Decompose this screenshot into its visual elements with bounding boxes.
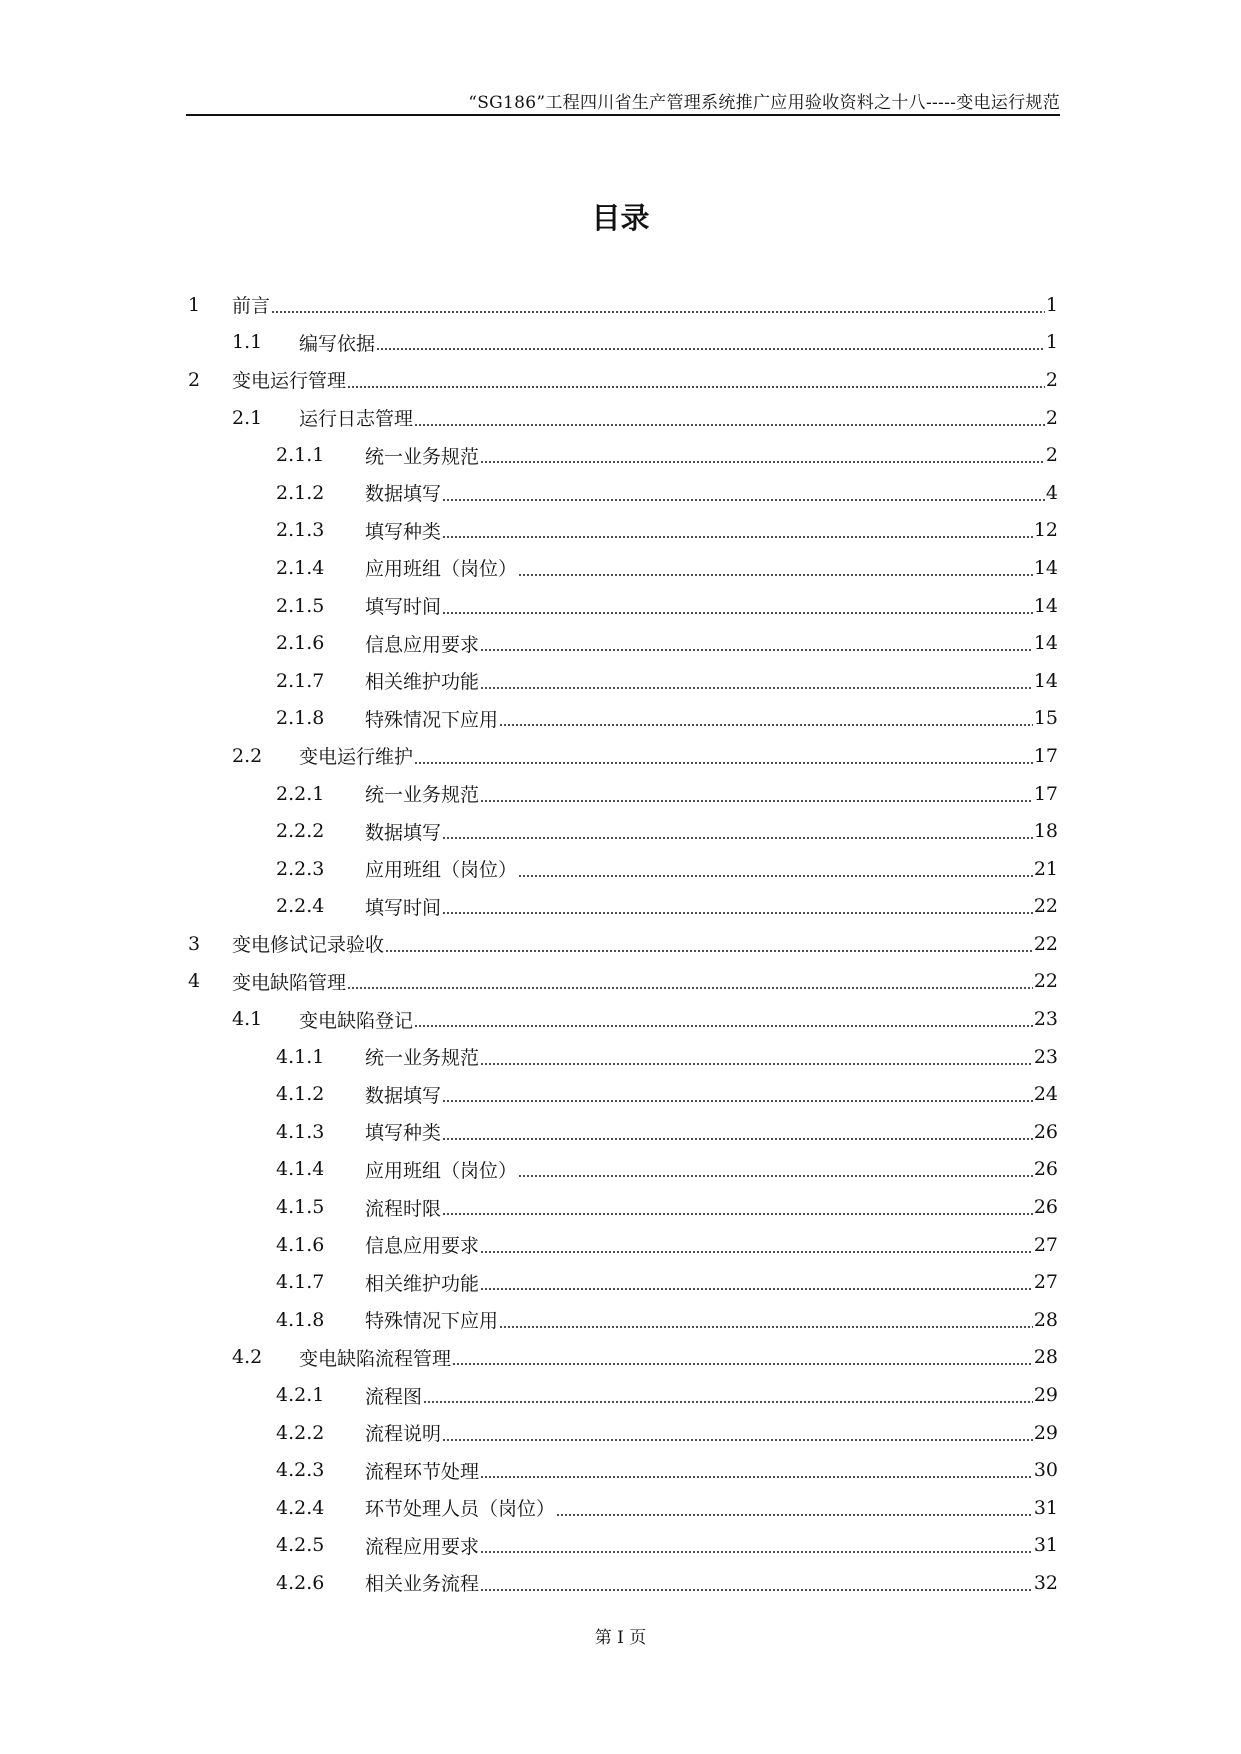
- toc-dot-leader: [480, 1288, 1033, 1290]
- toc-entry-title: 信息应用要求: [365, 1235, 480, 1258]
- toc-entry-title: 应用班组（岗位）: [365, 859, 518, 882]
- toc-entry-title: 流程应用要求: [365, 1535, 480, 1558]
- toc-entry-title: 变电缺陷流程管理: [299, 1347, 452, 1370]
- toc-entry-number: 2.1.3: [276, 519, 325, 542]
- toc-entry[interactable]: [186, 1527, 1058, 1565]
- toc-entry[interactable]: [186, 1301, 1058, 1339]
- toc-entry-title: 统一业务规范: [365, 1047, 480, 1070]
- toc-entry-number: 4.2.1: [276, 1384, 325, 1407]
- toc-entry-title: 变电运行管理: [232, 370, 347, 393]
- toc-entry[interactable]: [186, 324, 1058, 362]
- toc-entry[interactable]: [186, 512, 1058, 550]
- toc-entry-page: 1: [1045, 293, 1058, 316]
- toc-dot-leader: [347, 386, 1045, 388]
- toc-entry-page: 4: [1045, 481, 1058, 504]
- toc-entry-page: 26: [1033, 1120, 1058, 1143]
- toc-entry[interactable]: [186, 700, 1058, 738]
- toc-entry-page: 29: [1033, 1384, 1058, 1407]
- toc-entry-page: 2: [1045, 406, 1058, 429]
- toc-entry[interactable]: [186, 1376, 1058, 1414]
- toc-dot-leader: [442, 1100, 1033, 1102]
- toc-entry[interactable]: [186, 1038, 1058, 1076]
- toc-entry-number: 2.1.2: [276, 481, 325, 504]
- toc-entry[interactable]: [186, 286, 1058, 324]
- toc-entry-number: 4.1.6: [276, 1233, 325, 1256]
- toc-entry-page: 14: [1033, 594, 1058, 617]
- toc-entry-number: 2.1.5: [276, 594, 325, 617]
- toc-entry[interactable]: [186, 888, 1058, 926]
- toc-dot-leader: [499, 724, 1033, 726]
- toc-entry-page: 17: [1033, 744, 1058, 767]
- toc-entry-page: 21: [1033, 857, 1058, 880]
- toc-entry-number: 4: [188, 970, 201, 993]
- toc-dot-leader: [347, 987, 1033, 989]
- toc-entry-page: 17: [1033, 782, 1058, 805]
- toc-dot-leader: [442, 912, 1033, 914]
- toc-entry-page: 1: [1045, 331, 1058, 354]
- toc-entry-page: 22: [1033, 932, 1058, 955]
- toc-entry-number: 4.2.5: [276, 1534, 325, 1557]
- toc-entry[interactable]: [186, 1339, 1058, 1377]
- toc-entry[interactable]: [186, 1075, 1058, 1113]
- toc-dot-leader: [480, 800, 1033, 802]
- toc-dot-leader: [385, 950, 1033, 952]
- toc-entry-title: 填写时间: [365, 596, 442, 619]
- toc-entry-number: 4.1.2: [276, 1083, 325, 1106]
- toc-entry-page: 26: [1033, 1158, 1058, 1181]
- toc-entry-number: 2.1.6: [276, 632, 325, 655]
- toc-entry[interactable]: [186, 775, 1058, 813]
- toc-entry-page: 22: [1033, 970, 1058, 993]
- toc-entry[interactable]: [186, 1489, 1058, 1527]
- toc-dot-leader: [414, 1025, 1033, 1027]
- toc-entry-title: 相关维护功能: [365, 671, 480, 694]
- toc-entry-number: 2: [188, 368, 201, 391]
- toc-entry-title: 相关业务流程: [365, 1573, 480, 1596]
- toc-entry-page: 27: [1033, 1233, 1058, 1256]
- toc-entry[interactable]: [186, 436, 1058, 474]
- toc-dot-leader: [480, 1589, 1033, 1591]
- toc-entry[interactable]: [186, 662, 1058, 700]
- toc-entry[interactable]: [186, 361, 1058, 399]
- toc-entry-page: 30: [1033, 1459, 1058, 1482]
- toc-entry-page: 29: [1033, 1421, 1058, 1444]
- toc-entry[interactable]: [186, 1564, 1058, 1602]
- toc-dot-leader: [442, 837, 1033, 839]
- toc-entry-title: 变电运行维护: [299, 746, 414, 769]
- toc-entry-title: 相关维护功能: [365, 1272, 480, 1295]
- toc-entry[interactable]: [186, 1000, 1058, 1038]
- toc-entry-page: 28: [1033, 1308, 1058, 1331]
- toc-entry-page: 31: [1033, 1496, 1058, 1519]
- toc-entry-title: 应用班组（岗位）: [365, 558, 518, 581]
- toc-dot-leader: [442, 499, 1045, 501]
- toc-entry-page: 23: [1033, 1008, 1058, 1031]
- toc-entry-number: 4.2.4: [276, 1496, 325, 1519]
- toc-entry-title: 变电缺陷登记: [299, 1009, 414, 1032]
- toc-entry-page: 14: [1033, 556, 1058, 579]
- toc-entry-number: 2.1: [232, 406, 263, 429]
- toc-entry-title: 运行日志管理: [299, 408, 414, 431]
- toc-entry[interactable]: [186, 549, 1058, 587]
- toc-entry-page: 23: [1033, 1045, 1058, 1068]
- toc-entry-page: 27: [1033, 1271, 1058, 1294]
- toc-entry-page: 2: [1045, 368, 1058, 391]
- toc-entry-number: 4.1.1: [276, 1045, 325, 1068]
- page-footer: 第 I 页: [594, 1628, 647, 1648]
- toc-dot-leader: [499, 1326, 1033, 1328]
- toc-entry-page: 22: [1033, 895, 1058, 918]
- toc-dot-leader: [442, 1213, 1033, 1215]
- toc-entry[interactable]: [186, 399, 1058, 437]
- toc-entry-title: 填写时间: [365, 896, 442, 919]
- toc-entry[interactable]: [186, 587, 1058, 625]
- toc-entry-title: 流程图: [365, 1385, 423, 1408]
- toc-entry-title: 编写依据: [299, 332, 376, 355]
- toc-entry-number: 2.2.2: [276, 820, 325, 843]
- toc-dot-leader: [442, 1439, 1033, 1441]
- toc-dot-leader: [480, 687, 1033, 689]
- toc-entry-number: 4.2: [232, 1346, 263, 1369]
- toc-dot-leader: [480, 649, 1033, 651]
- toc-entry-title: 统一业务规范: [365, 445, 480, 468]
- toc-dot-leader: [442, 1138, 1033, 1140]
- toc-entry-page: 28: [1033, 1346, 1058, 1369]
- toc-entry[interactable]: [186, 1451, 1058, 1489]
- toc-entry-page: 12: [1033, 519, 1058, 542]
- toc-entry[interactable]: [186, 1414, 1058, 1452]
- toc-entry-number: 4.1.3: [276, 1120, 325, 1143]
- toc-entry-number: 2.2.1: [276, 782, 325, 805]
- toc-dot-leader: [480, 1476, 1033, 1478]
- toc-entry-number: 2.2.3: [276, 857, 325, 880]
- toc-entry-title: 数据填写: [365, 483, 442, 506]
- toc-dot-leader: [480, 461, 1045, 463]
- toc-entry[interactable]: [186, 474, 1058, 512]
- toc-entry-title: 数据填写: [365, 821, 442, 844]
- toc-entry-title: 填写种类: [365, 520, 442, 543]
- toc-entry-number: 2.1.8: [276, 707, 325, 730]
- toc-entry-title: 环节处理人员（岗位）: [365, 1498, 556, 1521]
- toc-entry-number: 2.2.4: [276, 895, 325, 918]
- toc-entry[interactable]: [186, 925, 1058, 963]
- toc-entry-number: 2.2: [232, 744, 263, 767]
- toc-entry-title: 填写种类: [365, 1122, 442, 1145]
- toc-dot-leader: [423, 1401, 1033, 1403]
- toc-dot-leader: [452, 1363, 1033, 1365]
- toc-entry-title: 流程环节处理: [365, 1460, 480, 1483]
- toc-entry-number: 2.1.1: [276, 444, 325, 467]
- toc-dot-leader: [518, 875, 1033, 877]
- toc-entry[interactable]: [186, 850, 1058, 888]
- toc-entry[interactable]: [186, 624, 1058, 662]
- running-header: “SG186”工程四川省生产管理系统推广应用验收资料之十八-----变电运行规范: [468, 93, 1060, 113]
- toc-entry[interactable]: [186, 1226, 1058, 1264]
- toc-entry-number: 4.1.7: [276, 1271, 325, 1294]
- toc-entry-page: 18: [1033, 820, 1058, 843]
- toc-entry-number: 3: [188, 932, 201, 955]
- toc-entry-title: 流程说明: [365, 1423, 442, 1446]
- toc-dot-leader: [480, 1063, 1033, 1065]
- toc-entry-title: 流程时限: [365, 1197, 442, 1220]
- toc-entry[interactable]: [186, 737, 1058, 775]
- toc-entry-number: 2.1.4: [276, 556, 325, 579]
- toc-entry-title: 应用班组（岗位）: [365, 1159, 518, 1182]
- toc-dot-leader: [518, 574, 1033, 576]
- toc-entry-page: 2: [1045, 444, 1058, 467]
- toc-entry-title: 变电修试记录验收: [232, 934, 385, 957]
- toc-entry-number: 1.1: [232, 331, 263, 354]
- toc-entry-page: 31: [1033, 1534, 1058, 1557]
- toc-entry-number: 1: [188, 293, 201, 316]
- toc-entry-page: 14: [1033, 632, 1058, 655]
- toc-entry[interactable]: [186, 1263, 1058, 1301]
- toc-entry-number: 4.1.5: [276, 1196, 325, 1219]
- toc-entry-number: 4.2.6: [276, 1571, 325, 1594]
- toc-entry-number: 4.1.8: [276, 1308, 325, 1331]
- toc-dot-leader: [518, 1175, 1033, 1177]
- toc-entry-title: 统一业务规范: [365, 784, 480, 807]
- toc-entry-title: 数据填写: [365, 1084, 442, 1107]
- toc-entry-title: 变电缺陷管理: [232, 971, 347, 994]
- toc-entry-number: 4.1: [232, 1008, 263, 1031]
- toc-dot-leader: [556, 1514, 1033, 1516]
- header-rule: [186, 114, 1060, 116]
- toc-entry-title: 特殊情况下应用: [365, 1310, 499, 1333]
- toc-entry-page: 24: [1033, 1083, 1058, 1106]
- toc-entry-number: 4.2.2: [276, 1421, 325, 1444]
- toc-dot-leader: [414, 762, 1033, 764]
- toc-dot-leader: [271, 311, 1045, 313]
- toc-dot-leader: [414, 424, 1045, 426]
- table-of-contents: [186, 286, 1058, 1602]
- toc-entry[interactable]: [186, 1151, 1058, 1189]
- toc-entry-number: 4.1.4: [276, 1158, 325, 1181]
- toc-entry[interactable]: [186, 812, 1058, 850]
- toc-entry-page: 14: [1033, 669, 1058, 692]
- toc-entry-page: 15: [1033, 707, 1058, 730]
- toc-dot-leader: [480, 1251, 1033, 1253]
- toc-entry-title: 前言: [232, 295, 271, 318]
- toc-dot-leader: [442, 536, 1033, 538]
- toc-dot-leader: [480, 1551, 1033, 1553]
- toc-entry-title: 信息应用要求: [365, 633, 480, 656]
- toc-entry-number: 2.1.7: [276, 669, 325, 692]
- page-title: 目录: [591, 201, 650, 235]
- toc-entry[interactable]: [186, 1113, 1058, 1151]
- toc-dot-leader: [376, 348, 1045, 350]
- toc-entry-number: 4.2.3: [276, 1459, 325, 1482]
- toc-entry[interactable]: [186, 1188, 1058, 1226]
- toc-entry-title: 特殊情况下应用: [365, 708, 499, 731]
- toc-dot-leader: [442, 612, 1033, 614]
- toc-entry-page: 26: [1033, 1196, 1058, 1219]
- toc-entry[interactable]: [186, 963, 1058, 1001]
- toc-entry-page: 32: [1033, 1571, 1058, 1594]
